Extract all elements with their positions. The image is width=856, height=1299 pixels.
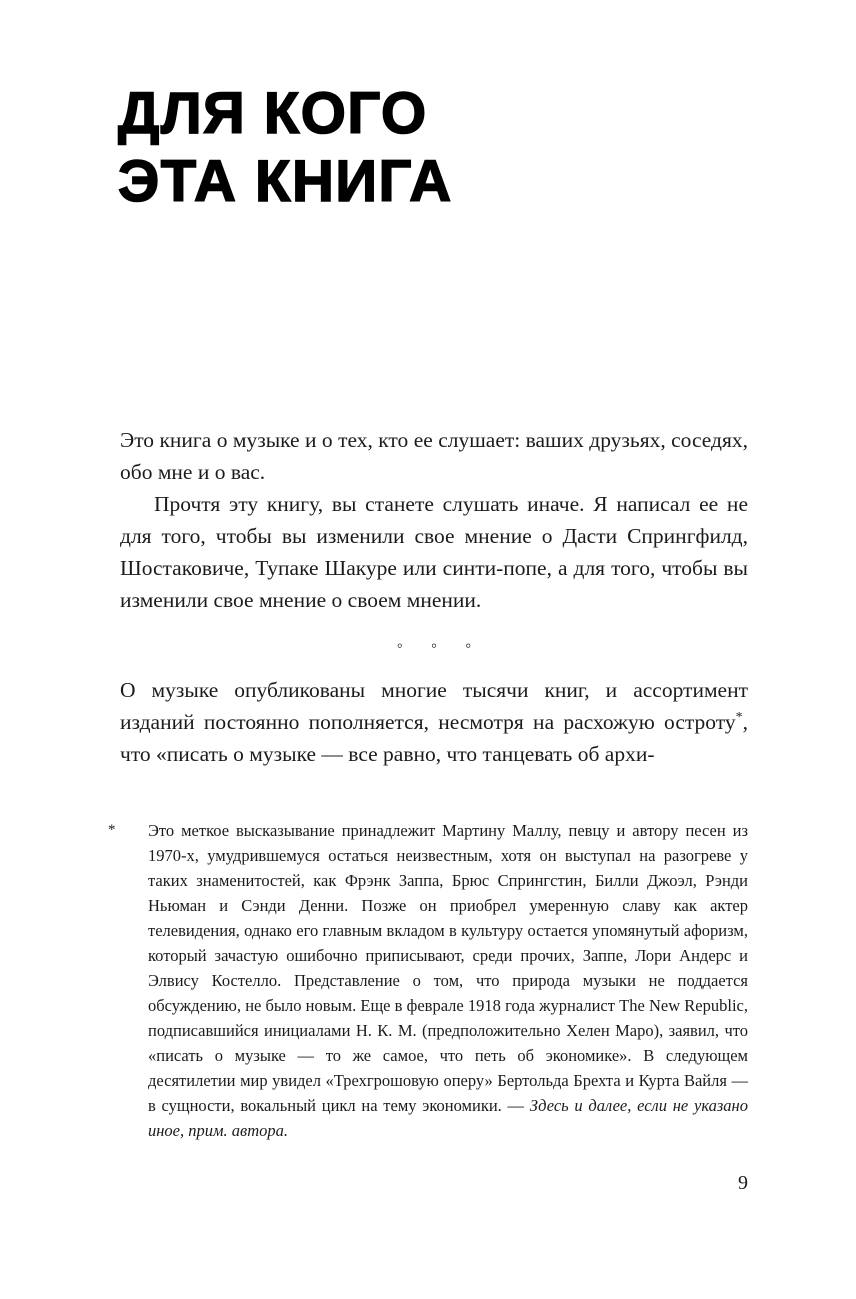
footnote-body: Это меткое высказывание принадлежит Мартину Маллу, певцу и автору песен из 1970-х, умудрившемуся остаться неизвестным, хотя он выступал на разогреве у таких знаменитостей, как Фрэнк Заппа, Брюс Спрингстин, Билли Джоэл, Рэнди Ньюман и Сэнди Денни. Позже он приобрел умеренную славу как актер телевидения, однако его главным вкладом в культуру остается упомянутый афоризм, который зачастую ошибочно приписывают, среди прочих, Заппе, Лори Андерс и Элвису Костелло. Представление о том, что природа музыки не поддается обсуждению, не было новым. Еще в феврале 1918 года журналист The New Republic, подписавшийся инициалами Н. К. М. (предположительно Хелен Маро), заявил, что «писать о музыке — то же самое, что петь об экономике». В следующем десятилетии мир увидел «Трехгрошовую оперу» Бертольда Брехта и Курта Вайля — в сущности, вокальный цикл на тему экономики. — (148, 821, 748, 1115)
chapter-title-line-1: ДЛЯ КОГО (118, 81, 428, 146)
chapter-title-line-2: ЭТА КНИГА (118, 149, 453, 214)
paragraph-3-text-continued: , что «писать о музыке — все равно, что танцевать об архи- (120, 710, 748, 766)
paragraph-2: Прочтя эту книгу, вы станете слушать иначе. Я написал ее не для того, чтобы вы изменили свое мнение о Дасти Спрингфилд, Шостаковиче, Тупаке Шакуре или синти-попе, а для того, чтобы вы изменили свое мнение о своем мнении. (120, 492, 748, 612)
paragraph-1: Это книга о музыке и о тех, кто ее слушает: ваших друзьях, соседях, обо мне и о вас. (120, 428, 748, 484)
footnote-marker: * (108, 822, 116, 838)
footnote-text (148, 818, 748, 1143)
paragraph-3 (120, 674, 748, 770)
footnote-reference-asterisk: * (735, 709, 743, 725)
page-number: 9 (738, 1172, 748, 1194)
section-separator: ◦ ◦ ◦ (396, 636, 484, 655)
footnote-author-note: Здесь и далее, если не указано иное, прим. автора. (148, 1096, 748, 1140)
footnote-block (108, 818, 748, 1143)
paragraph-3-text: О музыке опубликованы многие тысячи книг, и ассортимент изданий постоянно пополняется, несмотря на расхожую остроту (120, 678, 748, 734)
body-text-column (120, 424, 748, 770)
chapter-title (118, 80, 453, 216)
